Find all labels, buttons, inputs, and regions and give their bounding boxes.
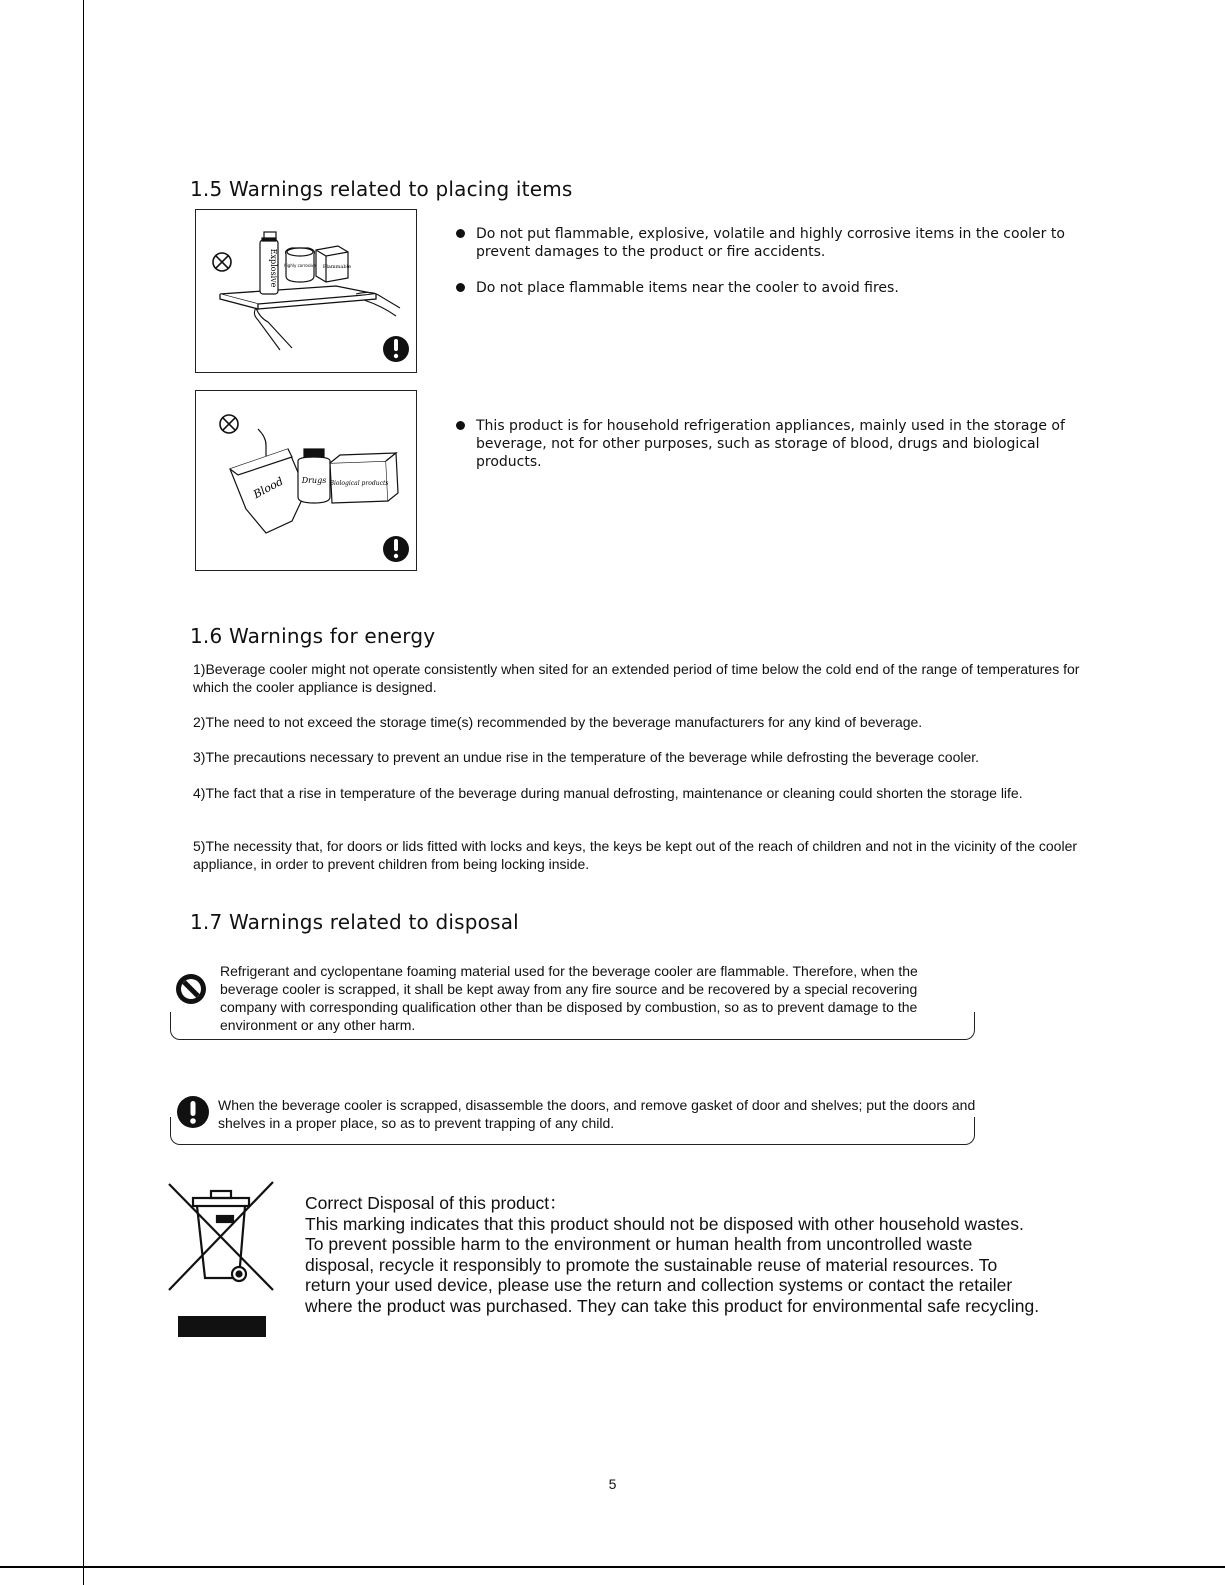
prohibited-icon bbox=[220, 415, 238, 433]
list-item: Do not place flammable items near the cooler to avoid fires. bbox=[456, 279, 1096, 297]
biological-items-drawing bbox=[196, 391, 418, 572]
energy-item: 1)Beverage cooler might not operate consistently when sited for an extended period of time below the cold end of the range of temperatures for which the cooler appliance is designed. bbox=[193, 661, 1080, 695]
energy-item: 2)The need to not exceed the storage time(s) recommended by the beverage manufacturers for any kind of beverage. bbox=[193, 714, 923, 730]
box-label: Biological products bbox=[329, 480, 389, 487]
placing-bullets-2 bbox=[456, 417, 1096, 489]
prohibited-icon bbox=[213, 253, 231, 271]
notice-text: Refrigerant and cyclopentane foaming material used for the beverage cooler are flammable. Therefore, when the beverage cooler is scrapped, it shall be kept away from any fire source and be recovered by a special recovering company with corresponding qualification other than be disposed by combustion, so as to prevent damage to the environment or any other harm. bbox=[220, 963, 918, 1033]
bag-label: Blood bbox=[251, 474, 286, 502]
energy-item: 4)The fact that a rise in temperature of the beverage during manual defrosting, maintenance or cleaning could shorten the storage life. bbox=[193, 785, 1023, 801]
jar-label: highly corrosive bbox=[284, 263, 316, 268]
energy-item: 3)The precautions necessary to prevent an undue rise in the temperature of the beverage while defrosting the beverage cooler. bbox=[193, 749, 980, 765]
page-number: 5 bbox=[608, 1476, 617, 1492]
section-title-disposal: 1.7 Warnings related to disposal bbox=[190, 910, 519, 934]
crossed-out-wheelie-bin-icon bbox=[165, 1178, 277, 1296]
exclamation-icon bbox=[383, 536, 409, 562]
illustration-biological-items bbox=[195, 390, 417, 571]
placing-bullets-1 bbox=[456, 225, 1096, 315]
flammable-items-drawing bbox=[196, 210, 418, 374]
exclamation-icon bbox=[176, 1095, 210, 1129]
illustration-flammable-items bbox=[195, 209, 417, 373]
section-title-placing: 1.5 Warnings related to placing items bbox=[190, 177, 573, 201]
list-item: This product is for household refrigeration appliances, mainly used in the storage of beverage, not for other purposes, such as storage of blood, drugs and biological products. bbox=[456, 417, 1096, 471]
weee-black-bar bbox=[178, 1316, 266, 1337]
correct-disposal-text bbox=[305, 1193, 1045, 1316]
bottle-label: Drugs bbox=[301, 476, 327, 485]
box-label: Flammable bbox=[322, 264, 352, 270]
notice-text: When the beverage cooler is scrapped, disassemble the doors, and remove gasket of door and shelves; put the doors and shelves in a proper place, so as to prevent trapping of any child. bbox=[218, 1097, 976, 1131]
energy-item: 5)The necessity that, for doors or lids fitted with locks and keys, the keys be kept out of the reach of children and not in the vicinity of the cooler appliance, in order to prevent children from being locking inside. bbox=[193, 838, 1078, 872]
child-trapping-notice bbox=[170, 1093, 975, 1145]
section-title-energy: 1.6 Warnings for energy bbox=[190, 624, 436, 648]
bottle-label: Explosive bbox=[269, 248, 278, 288]
page-bottom-border bbox=[0, 1566, 1225, 1568]
correct-disposal-title: Correct Disposal of this product： bbox=[305, 1193, 567, 1213]
correct-disposal-body: This marking indicates that this product should not be disposed with other household wastes. To prevent possible harm to the environment or human health from uncontrolled waste disposal, recycle it responsibly to promote the sustainable reuse of material resources. To return your used device, please use the return and collection systems or contact the retailer where the product was purchased. They can take this product for environmental safe recycling. bbox=[305, 1213, 1040, 1316]
list-item: Do not put flammable, explosive, volatile and highly corrosive items in the cooler to prevent damages to the product or fire accidents. bbox=[456, 225, 1096, 261]
flammable-refrigerant-notice bbox=[170, 960, 975, 1040]
exclamation-icon bbox=[383, 336, 409, 362]
no-entry-icon bbox=[174, 972, 208, 1006]
page-left-border bbox=[83, 0, 84, 1585]
